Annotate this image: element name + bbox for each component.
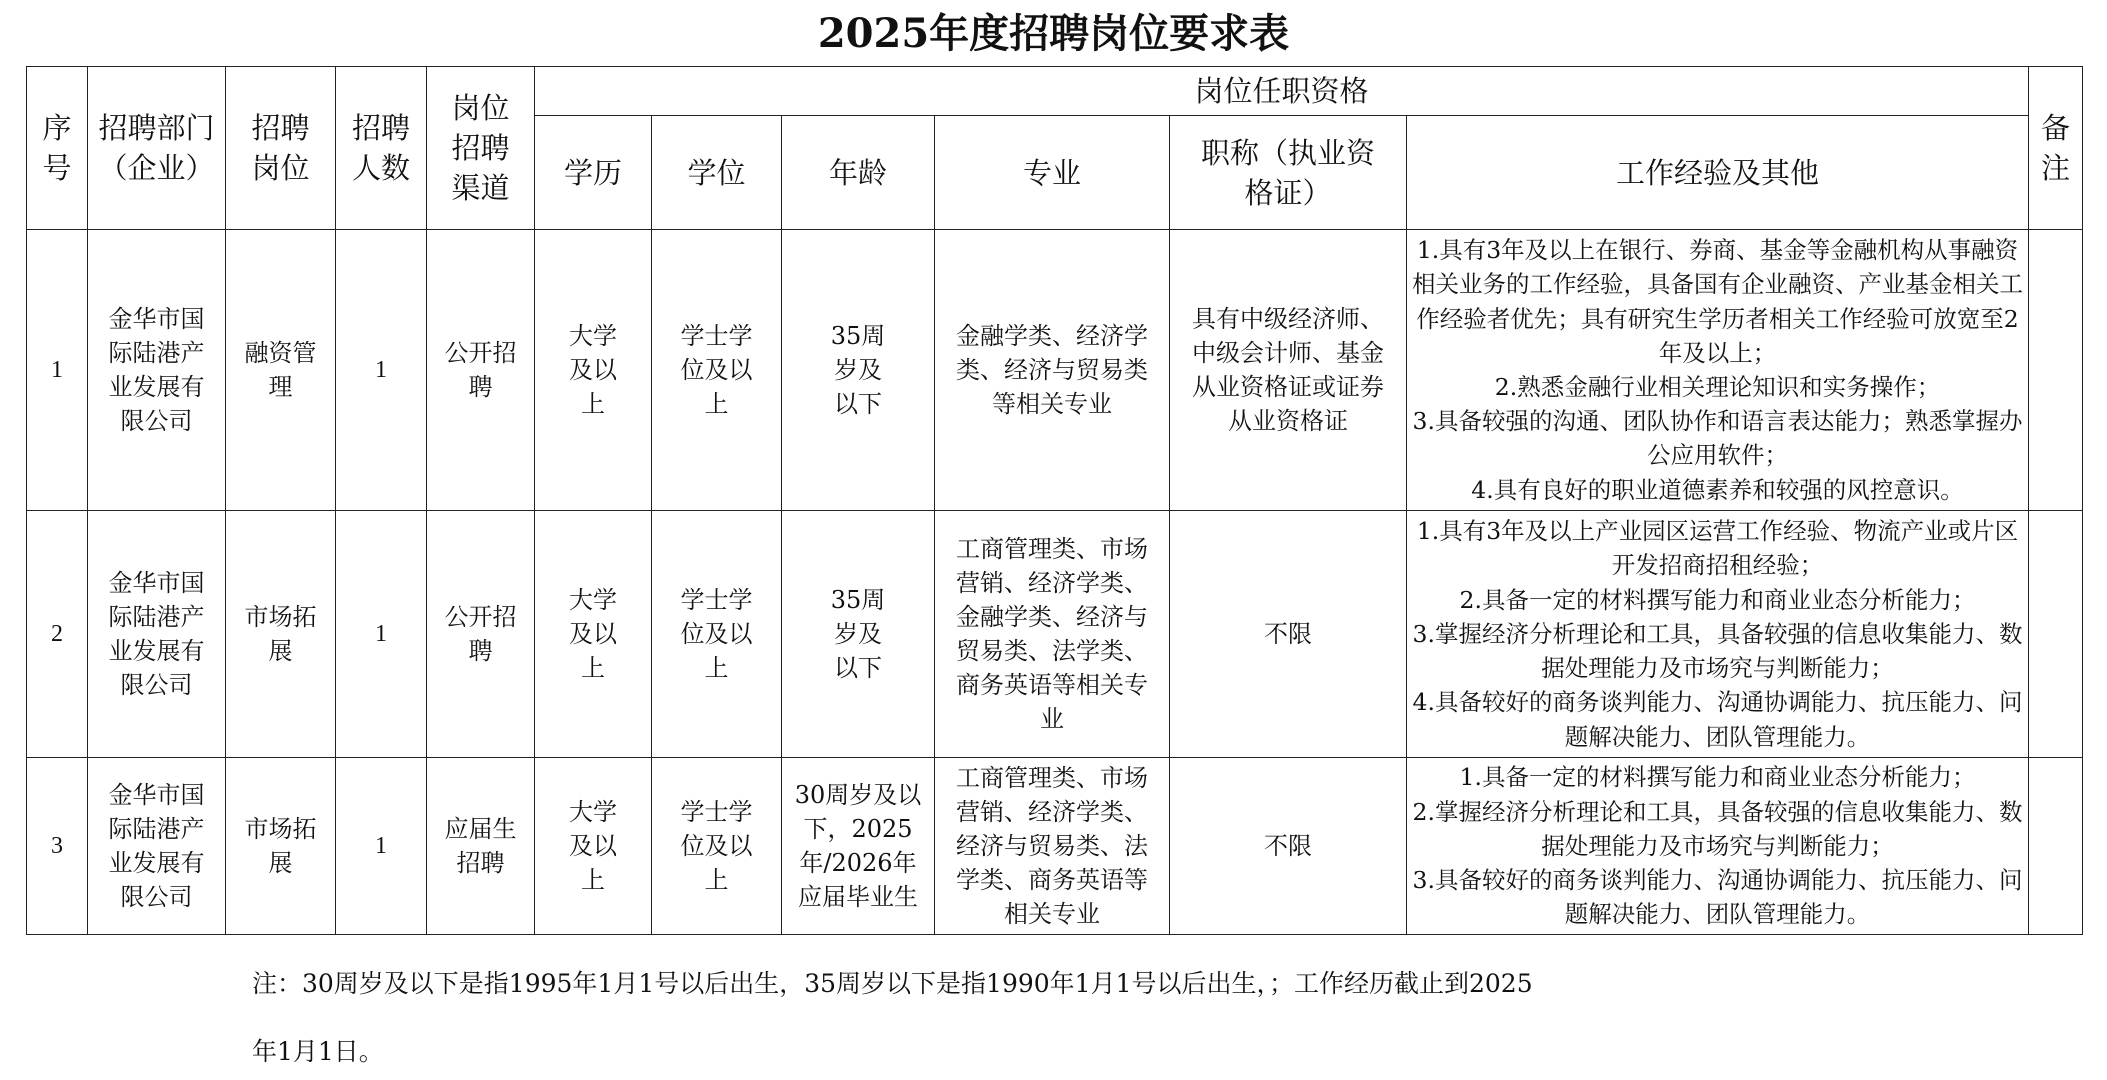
cell-remark [2029,758,2083,935]
footnote-line-1: 注：30周岁及以下是指1995年1月1号以后出生，35周岁以下是指1990年1月1号以后出生，；工作经历截止到2025 [252,969,1533,998]
cell-major: 工商管理类、市场营销、经济学类、经济与贸易类、法学类、商务英语等相关专业 [935,758,1170,935]
experience-item: 3.具备较强的沟通、团队协作和语言表达能力；熟悉掌握办公应用软件； [1412,407,2023,470]
cell-seq: 3 [27,758,88,935]
cell-age: 30周岁及以下，2025年/2026年应届毕业生 [782,758,935,935]
recruitment-table [26,66,2083,935]
cell-count: 1 [336,511,427,758]
cell-dept: 金华市国际陆港产业发展有限公司 [88,758,226,935]
table-row [27,511,2083,758]
cell-age: 35周岁及以下 [782,511,935,758]
cell-title-cert: 不限 [1170,511,1407,758]
header-qualification: 岗位任职资格 [535,67,2029,116]
cell-major: 金融学类、经济学类、经济与贸易类等相关专业 [935,230,1170,511]
cell-title-cert: 不限 [1170,758,1407,935]
experience-item: 2.具备一定的材料撰写能力和商业业态分析能力； [1459,585,1976,614]
cell-channel: 应届生招聘 [427,758,535,935]
cell-post: 市场拓展 [226,758,336,935]
header-degree: 学位 [652,116,782,230]
page-title: 2025年度招聘岗位要求表 [817,10,1290,57]
header-major: 专业 [935,116,1170,230]
cell-major: 工商管理类、市场营销、经济学类、金融学类、经济与贸易类、法学类、商务英语等相关专业 [935,511,1170,758]
cell-dept: 金华市国际陆港产业发展有限公司 [88,230,226,511]
table-row [27,758,2083,935]
cell-dept: 金华市国际陆港产业发展有限公司 [88,511,226,758]
footnote-line-2: 年1月1日。 [252,1037,384,1066]
experience-item: 3.掌握经济分析理论和工具，具备较强的信息收集能力、数据处理能力及市场究与判断能力； [1412,619,2023,683]
cell-education: 大学及以上 [535,511,652,758]
header-count: 招聘人数 [336,67,427,230]
cell-remark [2029,230,2083,511]
experience-item: 4.具有良好的职业道德素养和较强的风控意识。 [1471,475,1964,504]
cell-count: 1 [336,758,427,935]
cell-title-cert: 具有中级经济师、中级会计师、基金从业资格证或证券从业资格证 [1170,230,1407,511]
header-education: 学历 [535,116,652,230]
cell-post: 融资管理 [226,230,336,511]
cell-post: 市场拓展 [226,511,336,758]
header-post: 招聘岗位 [226,67,336,230]
experience-item: 2.掌握经济分析理论和工具，具备较强的信息收集能力、数据处理能力及市场究与判断能力； [1412,797,2023,860]
experience-item: 3.具备较好的商务谈判能力、沟通协调能力、抗压能力、问题解决能力、团队管理能力。 [1412,866,2023,929]
cell-experience [1407,758,2029,935]
header-channel: 岗位招聘渠道 [427,67,535,230]
cell-channel: 公开招聘 [427,511,535,758]
cell-seq: 2 [27,511,88,758]
cell-degree: 学士学位及以上 [652,511,782,758]
header-remark: 备注 [2029,67,2083,230]
header-age: 年龄 [782,116,935,230]
experience-item: 2.熟悉金融行业相关理论知识和实务操作； [1494,373,1941,401]
header-dept: 招聘部门（企业） [88,67,226,230]
cell-degree: 学士学位及以上 [652,758,782,935]
cell-education: 大学及以上 [535,230,652,511]
cell-count: 1 [336,230,427,511]
experience-item: 1.具有3年及以上产业园区运营工作经验、物流产业或片区开发招商招租经验； [1416,517,2019,580]
cell-seq: 1 [27,230,88,511]
experience-item: 1.具备一定的材料撰写能力和商业业态分析能力； [1459,763,1976,792]
cell-education: 大学及以上 [535,758,652,935]
cell-age: 35周岁及以下 [782,230,935,511]
experience-item: 1.具有3年及以上在银行、券商、基金等金融机构从事融资相关业务的工作经验，具备国有企业融资、产业基金相关工作经验者优先；具有研究生学历者相关工作经验可放宽至2年及以上； [1412,236,2023,367]
cell-experience [1407,511,2029,758]
experience-item: 4.具备较好的商务谈判能力、沟通协调能力、抗压能力、问题解决能力、团队管理能力。 [1412,688,2023,751]
header-experience: 工作经验及其他 [1407,116,2029,230]
cell-experience [1407,230,2029,511]
header-seq: 序号 [27,67,88,230]
cell-degree: 学士学位及以上 [652,230,782,511]
table-row [27,230,2083,511]
header-title-cert: 职称（执业资格证） [1170,116,1407,230]
cell-channel: 公开招聘 [427,230,535,511]
cell-remark [2029,511,2083,758]
